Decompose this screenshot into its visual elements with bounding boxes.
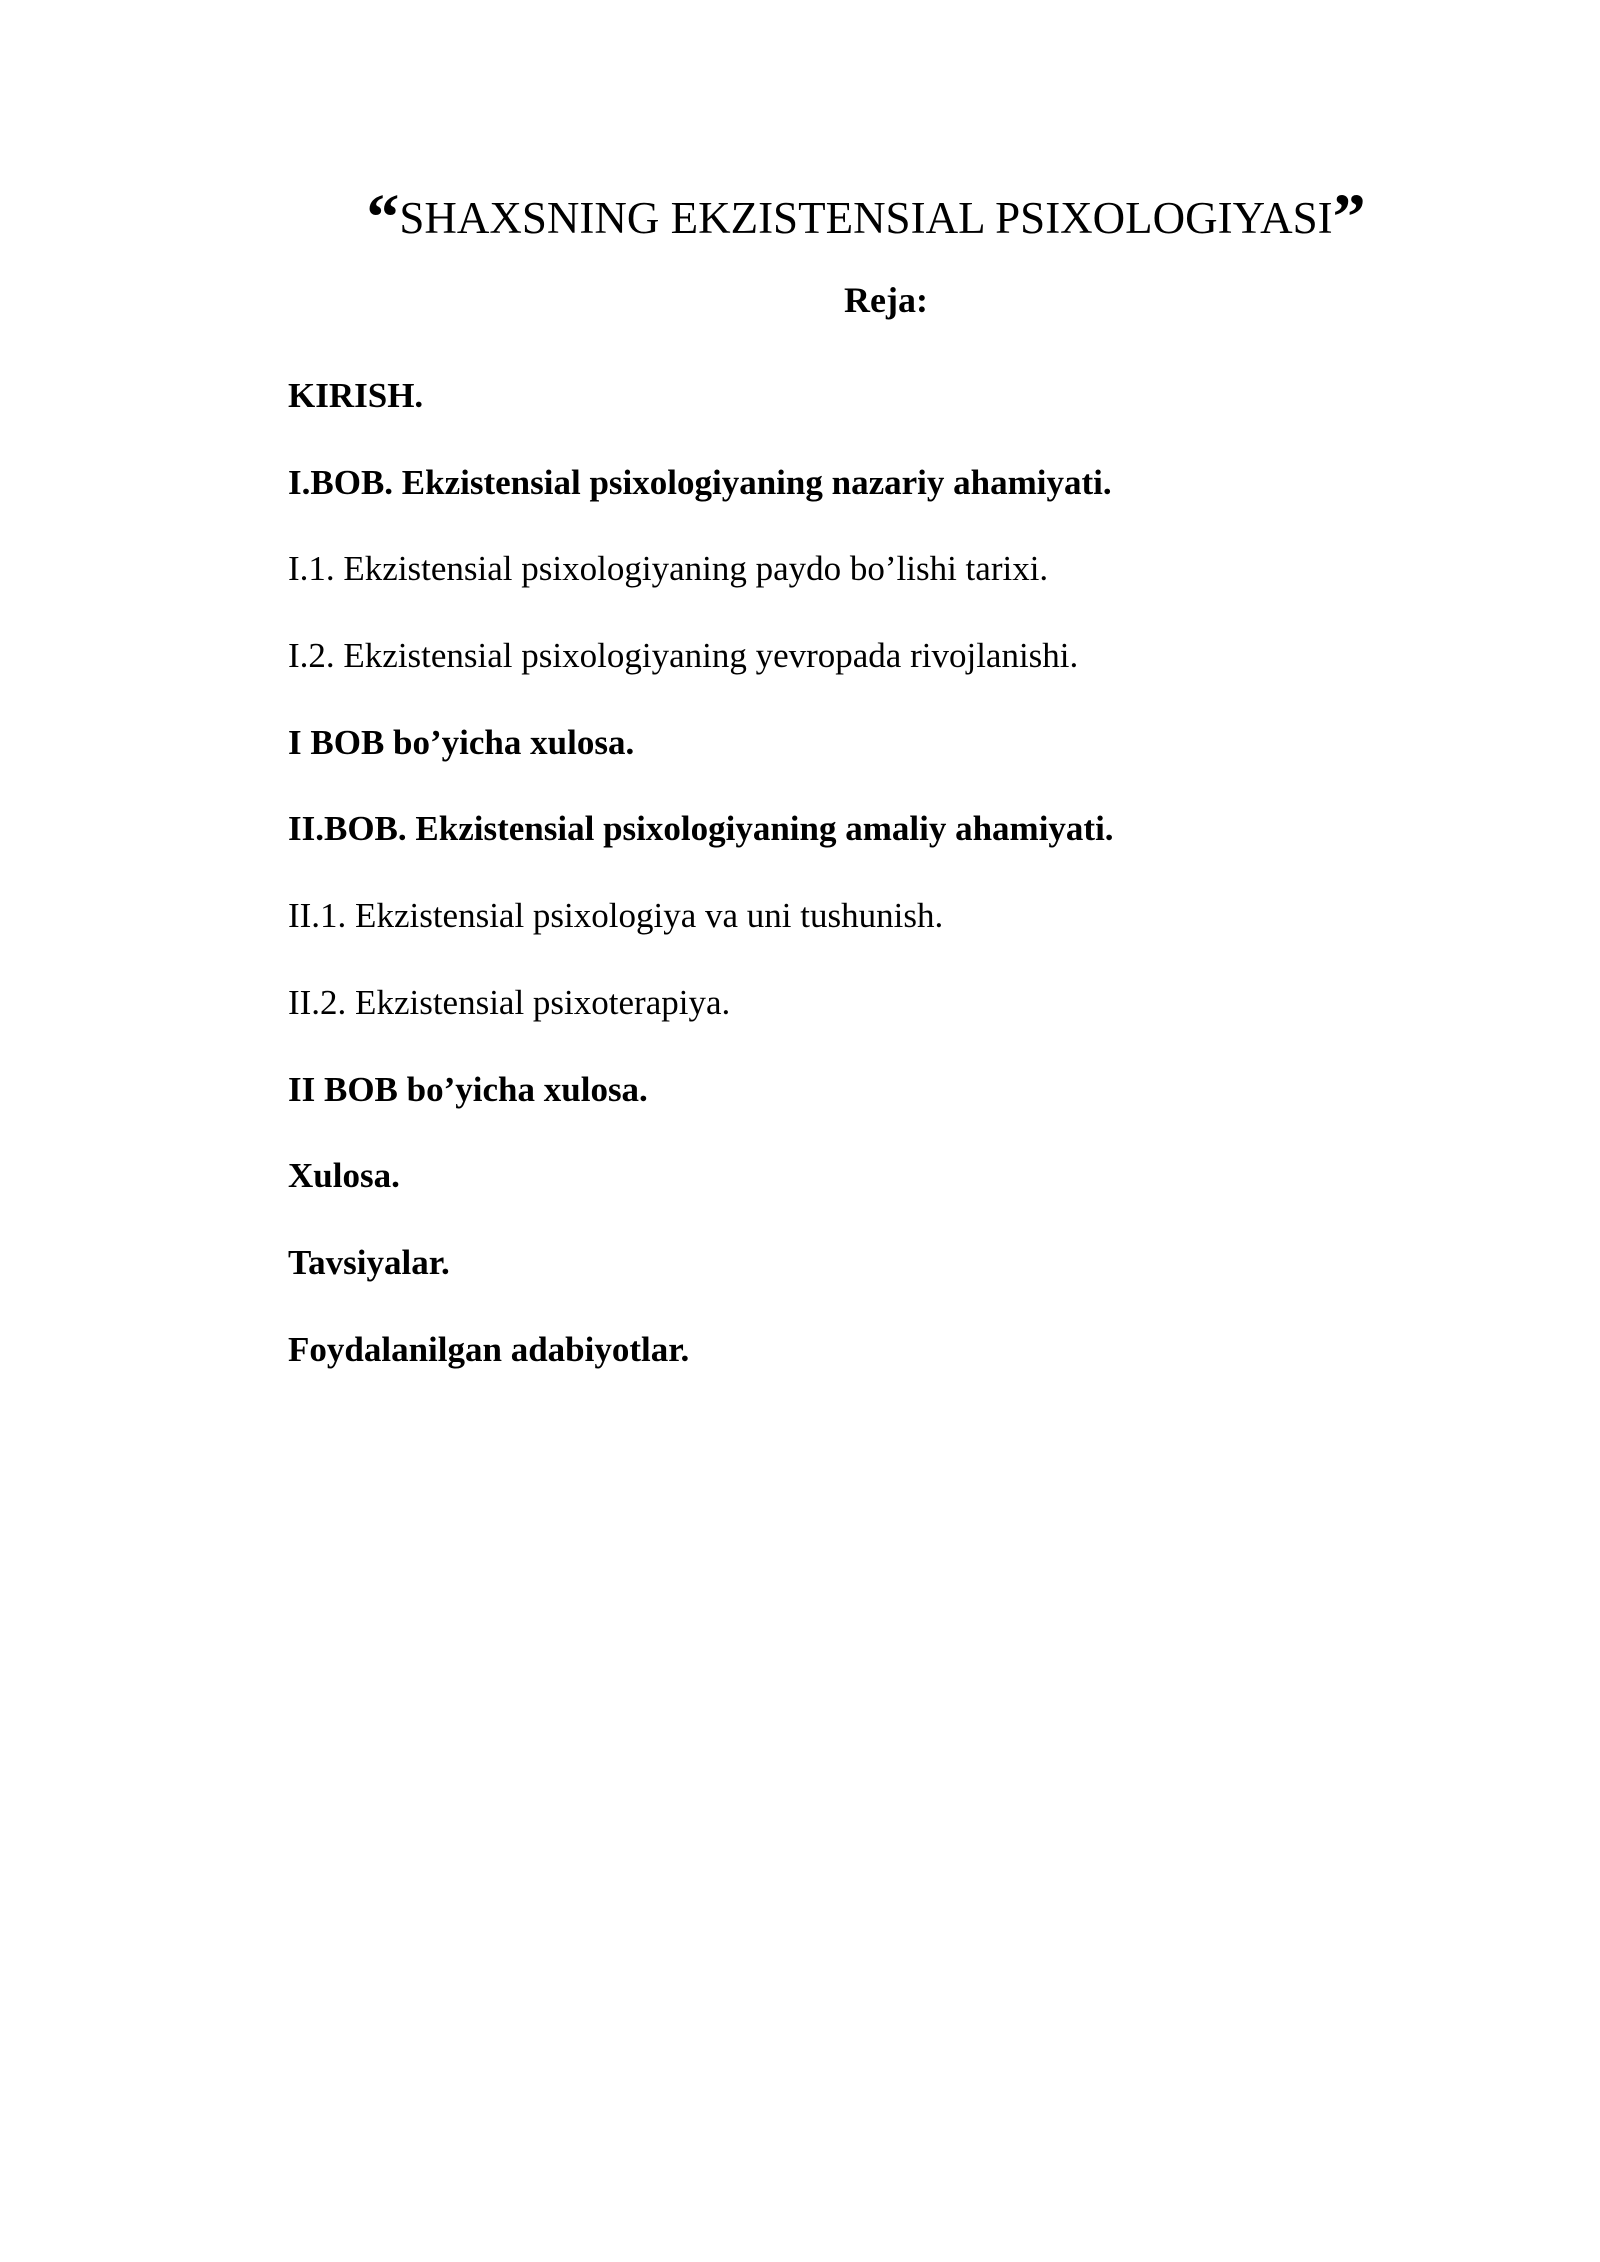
toc-item-chapter-1: I.BOB. Ekzistensial psixologiyaning nazariy ahamiyati. <box>288 462 1112 502</box>
toc-item-chapter-1-conclusion: I BOB bo’yicha xulosa. <box>288 722 635 762</box>
document-title <box>286 181 1446 255</box>
toc-item-section-1-2: I.2. Ekzistensial psixologiyaning yevropada rivojlanishi. <box>288 636 1079 676</box>
toc-item-conclusion: Xulosa. <box>288 1156 400 1196</box>
toc-item-chapter-2: II.BOB. Ekzistensial psixologiyaning amaliy ahamiyati. <box>288 809 1114 849</box>
toc-item-section-2-1: II.1. Ekzistensial psixologiya va uni tushunish. <box>288 896 944 936</box>
plan-heading: Reja: <box>844 280 928 320</box>
toc-item-kirish: KIRISH. <box>288 376 424 415</box>
table-of-contents <box>288 372 1488 1412</box>
toc-item-section-2-2: II.2. Ekzistensial psixoterapiya. <box>288 982 731 1022</box>
title-close-quote: ” <box>1332 181 1366 255</box>
toc-item-recommendations: Tavsiyalar. <box>288 1242 450 1282</box>
title-text: SHAXSNING EKZISTENSIAL PSIXOLOGIYASI <box>399 193 1333 244</box>
toc-item-section-1-1: I.1. Ekzistensial psixologiyaning paydo bo’lishi tarixi. <box>288 549 1049 589</box>
toc-item-references: Foydalanilgan adabiyotlar. <box>288 1329 690 1369</box>
title-open-quote: “ <box>366 181 400 255</box>
toc-item-chapter-2-conclusion: II BOB bo’yicha xulosa. <box>288 1069 648 1109</box>
